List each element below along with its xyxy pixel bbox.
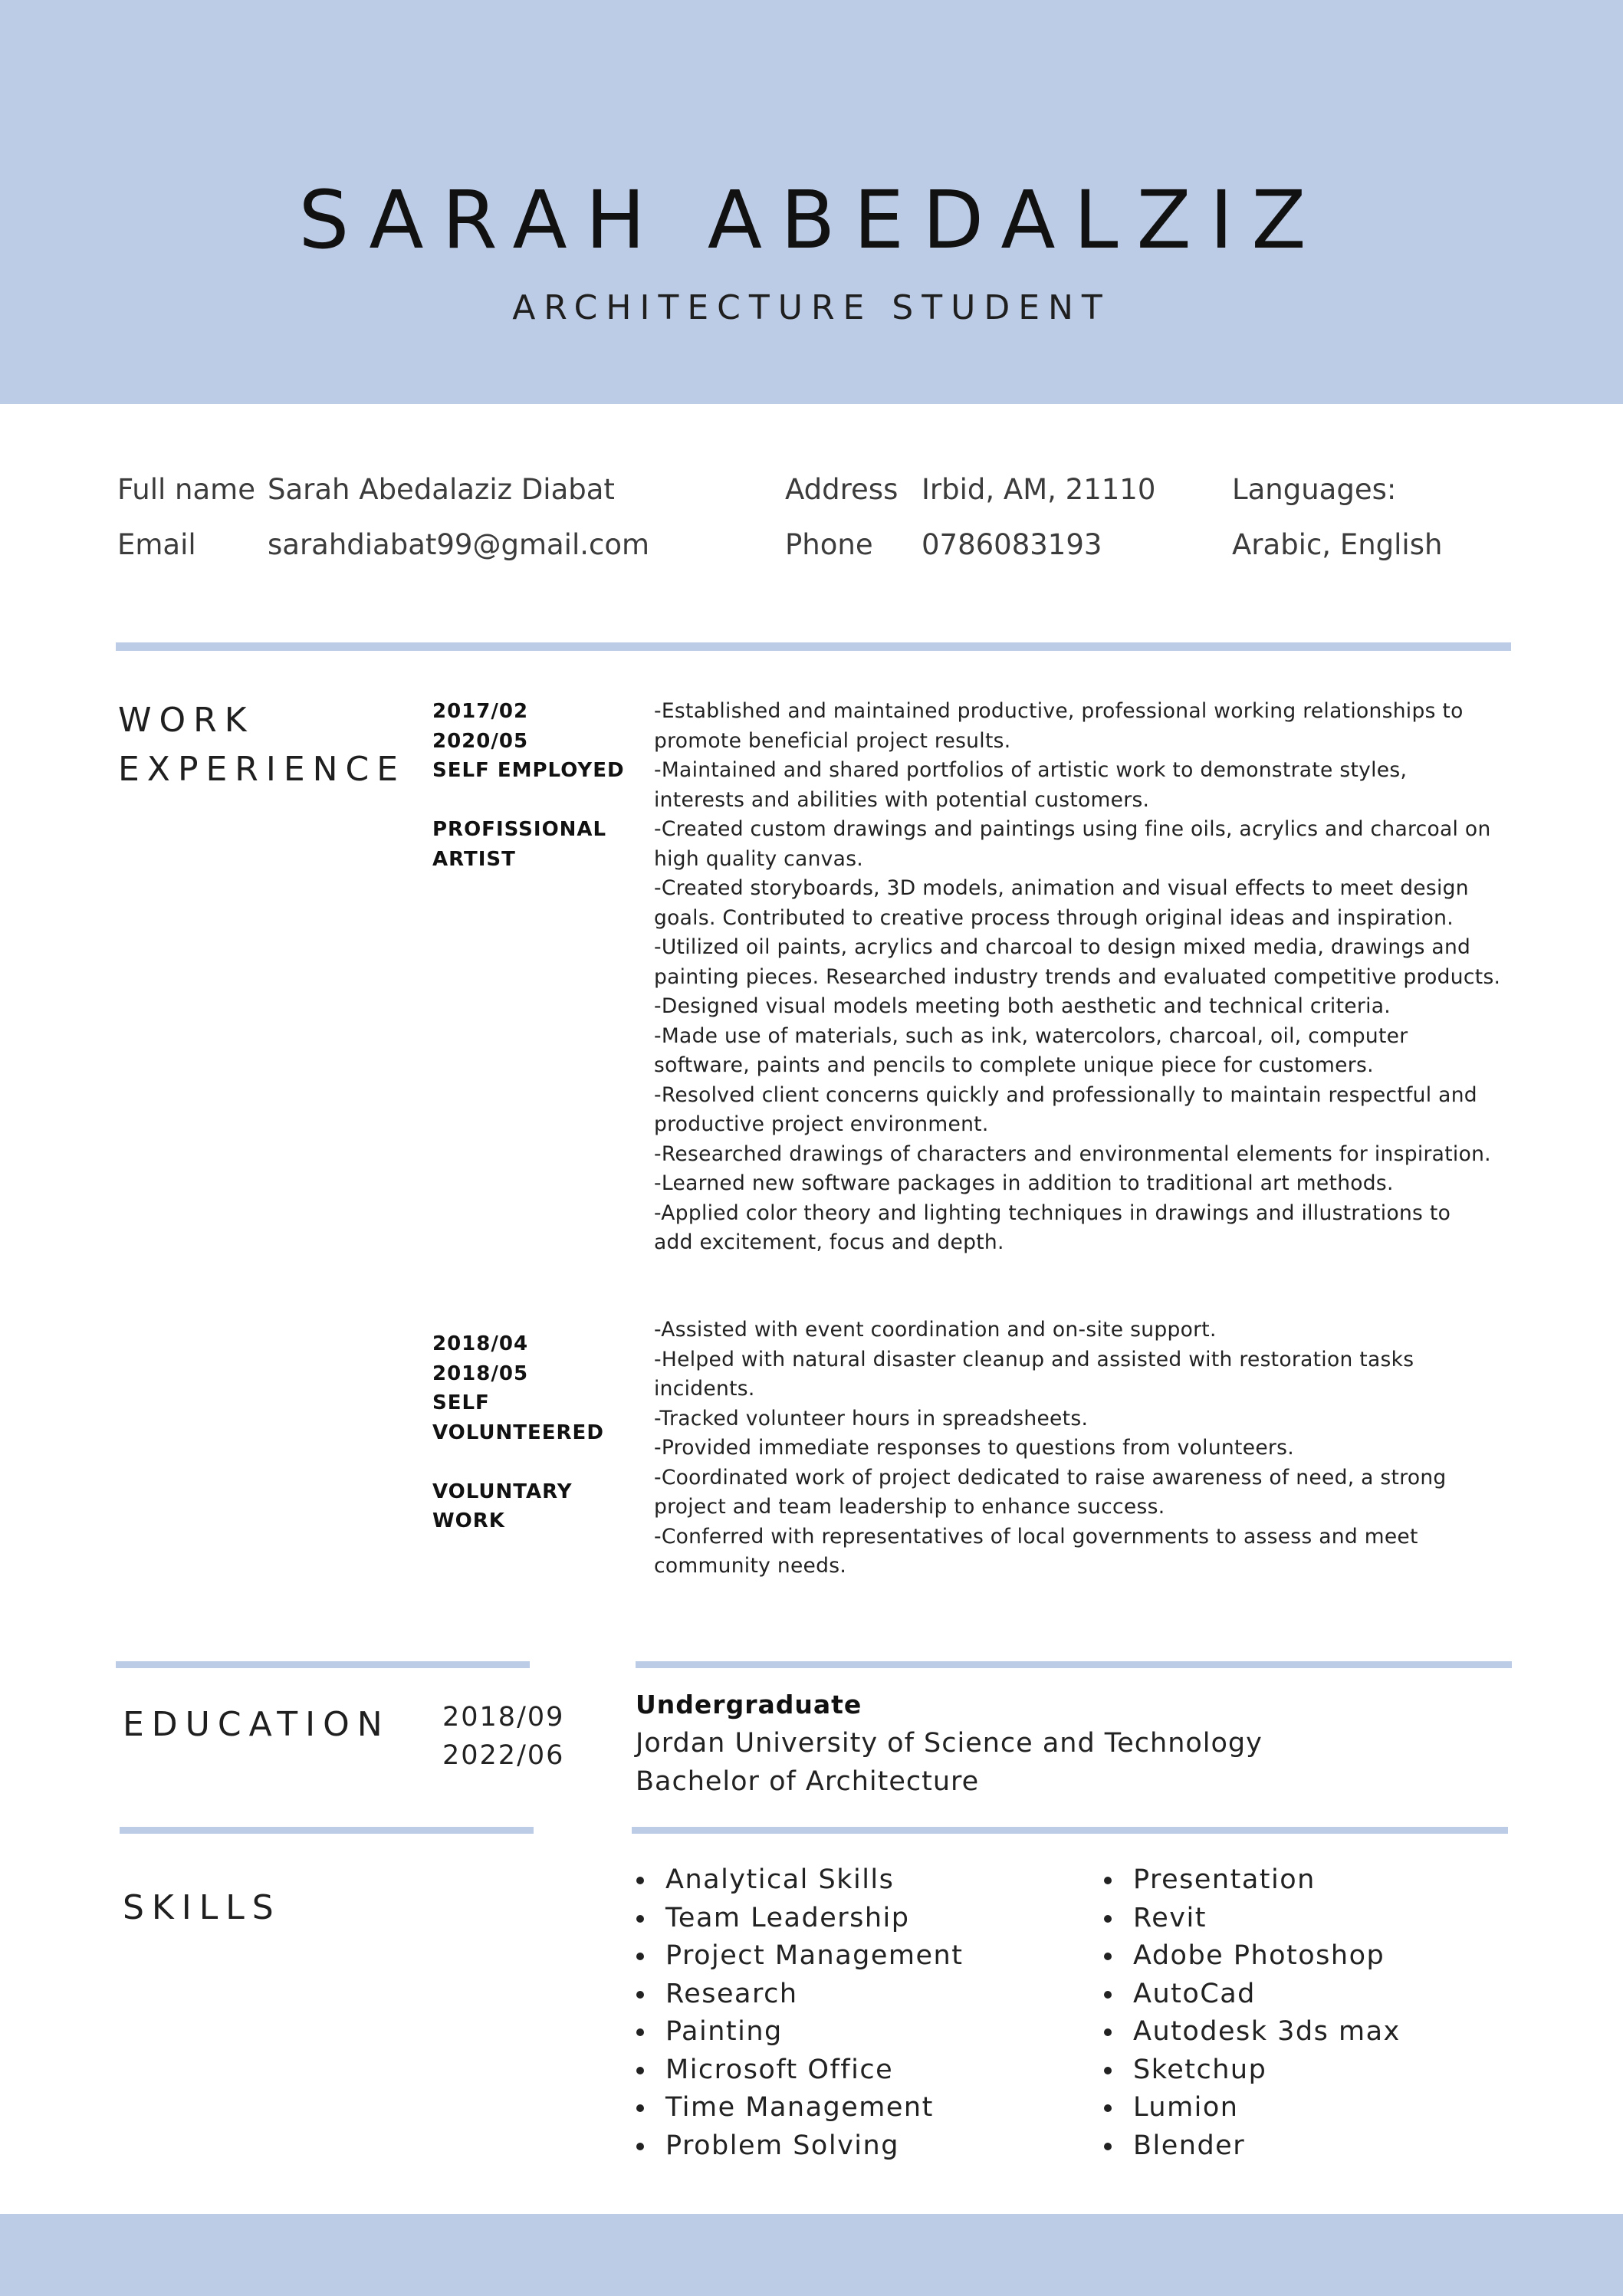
skill-item: Adobe Photoshop [1101, 1937, 1401, 1976]
work-heading-line1: WORK [118, 701, 255, 740]
volunteer-line: -Provided immediate responses to questions from volunteers. [654, 1436, 1294, 1460]
job-line: interests and abilities with potential customers. [654, 787, 1150, 812]
email-label: Email [117, 528, 196, 561]
job-line: productive project environment. [654, 1112, 989, 1136]
skill-item: Research [633, 1976, 963, 2014]
phone-label: Phone [785, 528, 873, 561]
job-line: -Made use of materials, such as ink, watercolors, charcoal, oil, computer [654, 1023, 1408, 1048]
volunteer-line: incidents. [654, 1377, 755, 1401]
address-value: Irbid, AM, 21110 [922, 473, 1156, 506]
skill-item: Revit [1101, 1900, 1401, 1938]
skill-item: Blender [1101, 2127, 1401, 2166]
education-degree: Bachelor of Architecture [636, 1766, 980, 1797]
skill-item: AutoCad [1101, 1976, 1401, 2014]
work-experience-heading [118, 696, 406, 794]
job-line: -Learned new software packages in addition to traditional art methods. [654, 1171, 1394, 1195]
volunteer-line: -Helped with natural disaster cleanup and assisted with restoration tasks [654, 1347, 1414, 1371]
volunteer-line: -Tracked volunteer hours in spreadsheets. [654, 1406, 1089, 1430]
job-line: -Designed visual models meeting both aesthetic and technical criteria. [654, 994, 1391, 1018]
skills-list-2 [1101, 1861, 1401, 2165]
job-line: -Utilized oil paints, acrylics and charcoal to design mixed media, drawings and [654, 935, 1471, 959]
education-dates [442, 1698, 564, 1775]
divider-contact [116, 642, 1511, 651]
education-level: Undergraduate [636, 1690, 862, 1720]
skills-heading: SKILLS [123, 1888, 281, 1927]
job-line: add excitement, focus and depth. [654, 1230, 1004, 1254]
divider-skills-left [120, 1827, 534, 1834]
address-label: Address [785, 473, 899, 506]
job-line: goals. Contributed to creative process through original ideas and inspiration. [654, 905, 1454, 930]
skill-item: Sketchup [1101, 2051, 1401, 2090]
job-line: -Created custom drawings and paintings using fine oils, acrylics and charcoal on [654, 817, 1491, 841]
job-line: promote beneficial project results. [654, 728, 1011, 753]
volunteer-line: community needs. [654, 1554, 847, 1578]
divider-education-left [116, 1661, 530, 1668]
volunteer-description [654, 1316, 1447, 1582]
candidate-title: ARCHITECTURE STUDENT [512, 288, 1111, 327]
job-line: -Researched drawings of characters and environmental elements for inspiration. [654, 1141, 1491, 1166]
divider-education-right [636, 1661, 1512, 1668]
volunteer-line: -Conferred with representatives of local governments to assess and meet [654, 1524, 1418, 1549]
education-end: 2022/06 [442, 1740, 565, 1771]
footer-band [0, 2214, 1623, 2296]
skill-item: Problem Solving [633, 2127, 963, 2166]
job-line: software, paints and pencils to complete unique piece for customers. [654, 1053, 1374, 1077]
skill-item: Time Management [633, 2089, 963, 2127]
full-name-label: Full name [117, 473, 255, 506]
job-line: -Created storyboards, 3D models, animation and visual effects to meet design [654, 876, 1469, 900]
job-description [654, 697, 1500, 1258]
job-line: -Established and maintained productive, professional working relationships to [654, 699, 1464, 723]
full-name-value: Sarah Abedalaziz Diabat [268, 473, 615, 506]
skills-list-1 [633, 1861, 963, 2165]
languages-value: Arabic, English [1232, 528, 1443, 561]
languages-label: Languages: [1232, 473, 1397, 506]
volunteer-line: project and team leadership to enhance success. [654, 1495, 1165, 1519]
job-meta: 2017/02 2020/05 SELF EMPLOYED PROFISSIONAL ARTIST [432, 700, 625, 871]
skill-item: Team Leadership [633, 1900, 963, 1938]
skill-item: Lumion [1101, 2089, 1401, 2127]
skill-item: Analytical Skills [633, 1861, 963, 1900]
volunteer-meta: 2018/04 2018/05 SELF VOLUNTEERED VOLUNTARY WORK [432, 1332, 604, 1532]
education-start: 2018/09 [442, 1702, 565, 1733]
job-line: high quality canvas. [654, 846, 864, 871]
work-heading-line2: EXPERIENCE [118, 750, 406, 789]
job-line: -Applied color theory and lighting techniques in drawings and illustrations to [654, 1201, 1451, 1225]
divider-skills-right [632, 1827, 1508, 1834]
email-value[interactable]: sarahdiabat99@gmail.com [268, 528, 650, 561]
skill-item: Project Management [633, 1937, 963, 1976]
job-line: -Resolved client concerns quickly and professionally to maintain respectful and [654, 1082, 1477, 1107]
job-line: painting pieces. Researched industry trends and evaluated competitive products. [654, 964, 1501, 989]
education-details [636, 1686, 1263, 1801]
skill-item: Autodesk 3ds max [1101, 2013, 1401, 2051]
job-line: -Maintained and shared portfolios of artistic work to demonstrate styles, [654, 758, 1408, 782]
skill-item: Microsoft Office [633, 2051, 963, 2090]
volunteer-line: -Assisted with event coordination and on-site support. [654, 1318, 1217, 1342]
education-institution: Jordan University of Science and Technology [636, 1728, 1263, 1759]
skill-item: Presentation [1101, 1861, 1401, 1900]
phone-value: 0786083193 [922, 528, 1102, 561]
volunteer-line: -Coordinated work of project dedicated to raise awareness of need, a strong [654, 1465, 1447, 1490]
skill-item: Painting [633, 2013, 963, 2051]
education-heading: EDUCATION [123, 1705, 390, 1744]
candidate-name: SARAH ABEDALZIZ [298, 173, 1325, 267]
